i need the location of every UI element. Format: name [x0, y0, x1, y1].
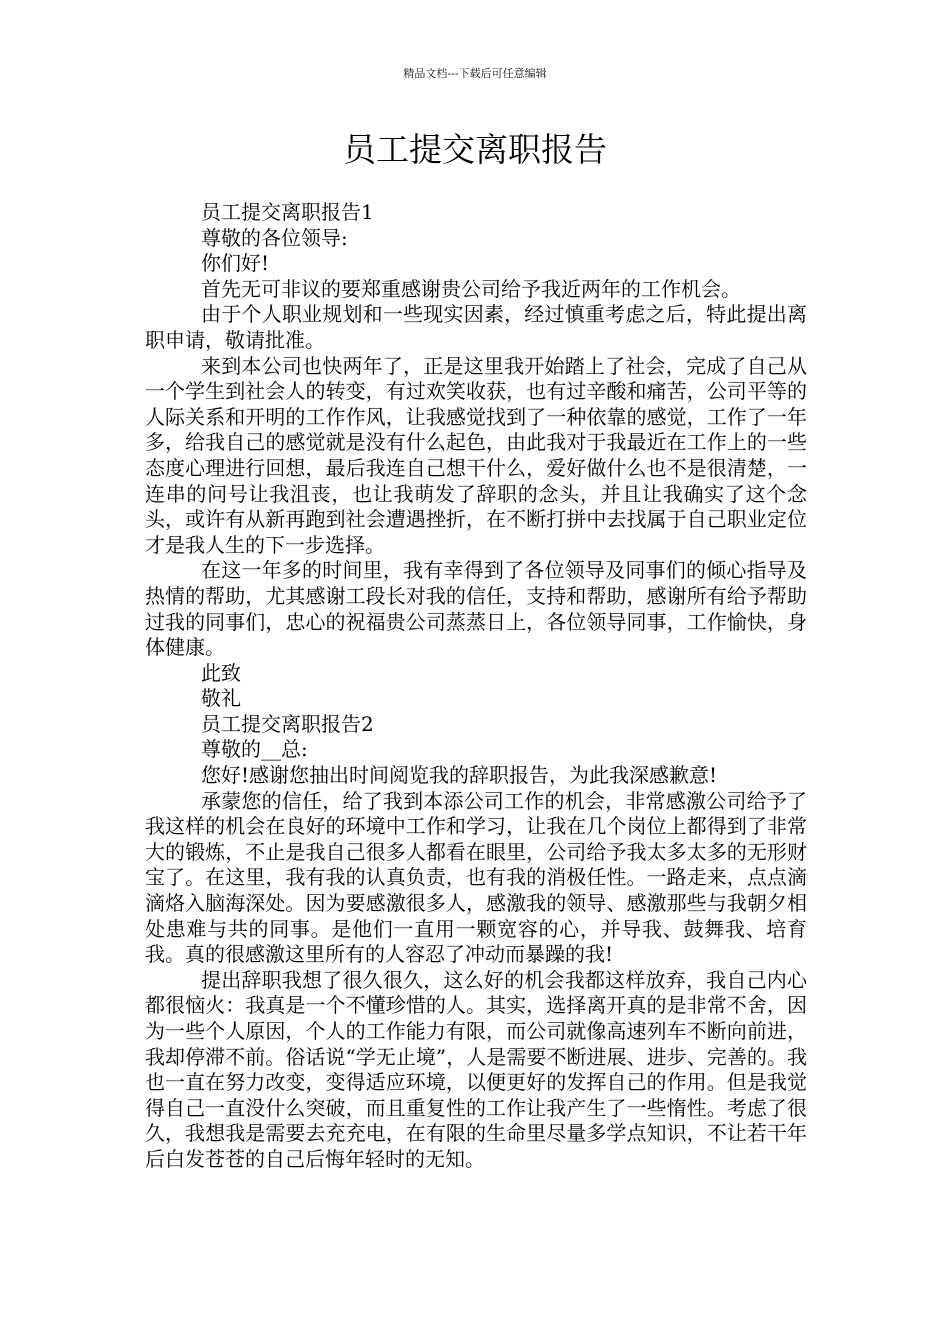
salutation: 尊敬的__总:	[201, 737, 308, 762]
salutation: 尊敬的各位领导:	[201, 225, 348, 250]
section-heading-1: 员工提交离职报告1	[201, 200, 374, 224]
document-title: 员工提交离职报告	[343, 130, 607, 169]
body-paragraph: 提出辞职我想了很久很久，这么好的机会我都这样放弃，我自己内心都很恼火：我真是一个不懂珍惜的人。其实，选择离开真的是非常不舍，因为一些个人原因，个人的工作能力有限，而公司就像高速列车不断向前进，我却停滞不前。俗话说“学无止境”，人是需要不断进展、进步、完善的。我也一直在努力改变，变得适应环境，以便更好的发挥自己的作用。但是我觉得自己一直没什么突破，而且重复性的工作让我产生了一些惰性。考虑了很久，我想我是需要去充充电，在有限的生命里尽量多学点知识，不让若干年后白发苍苍的自己后悔年轻时的无知。	[145, 967, 807, 1171]
body-paragraph: 首先无可非议的要郑重感谢贵公司给予我近两年的工作机会。	[201, 276, 741, 301]
body-paragraph: 在这一年多的时间里，我有幸得到了各位领导及同事们的倾心指导及热情的帮助，尤其感谢工段长对我的信任，支持和帮助，感谢所有给予帮助过我的同事们，忠心的祝福贵公司蒸蒸日上，各位领导同事，工作愉快，身体健康。	[145, 558, 807, 660]
document-body	[145, 200, 807, 1173]
closing-line: 敬礼	[201, 686, 241, 711]
closing-line: 此致	[201, 660, 241, 685]
greeting: 您好!感谢您抽出时间阅览我的辞职报告，为此我深感歉意!	[201, 763, 718, 788]
body-paragraph: 承蒙您的信任，给了我到本添公司工作的机会，非常感激公司给予了我这样的机会在良好的环境中工作和学习，让我在几个岗位上都得到了非常大的锻炼，不止是我自己很多人都看在眼里，公司给予我太多太多的无形财宝了。在这里，我有我的认真负责，也有我的消极任性。一路走来，点点滴滴烙入脑海深处。因为要感激很多人，感激我的领导、感激那些与我朝夕相处患难与共的同事。是他们一直用一颗宽容的心，并导我、鼓舞我、培育我。真的很感激这里所有的人容忍了冲动而暴躁的我!	[145, 788, 807, 967]
section-heading-2: 员工提交离职报告2	[201, 711, 374, 736]
body-paragraph: 由于个人职业规划和一些现实因素，经过慎重考虑之后，特此提出离职申请，敬请批准。	[145, 302, 807, 352]
header-note: 精品文档---下载后可任意编辑	[403, 67, 547, 80]
body-paragraph: 来到本公司也快两年了，正是这里我开始踏上了社会，完成了自己从一个学生到社会人的转变，有过欢笑收获，也有过辛酸和痛苦，公司平等的人际关系和开明的工作作风，让我感觉找到了一种依靠的感觉，工作了一年多，给我自己的感觉就是没有什么起色，由此我对于我最近在工作上的一些态度心理进行回想，最后我连自己想干什么，爱好做什么也不是很清楚，一连串的问号让我沮丧，也让我萌发了辞职的念头，并且让我确实了这个念头，或许有从新再跑到社会遭遇挫折，在不断打拼中去找属于自己职业定位才是我人生的下一步选择。	[145, 353, 807, 557]
greeting: 你们好!	[201, 251, 270, 276]
